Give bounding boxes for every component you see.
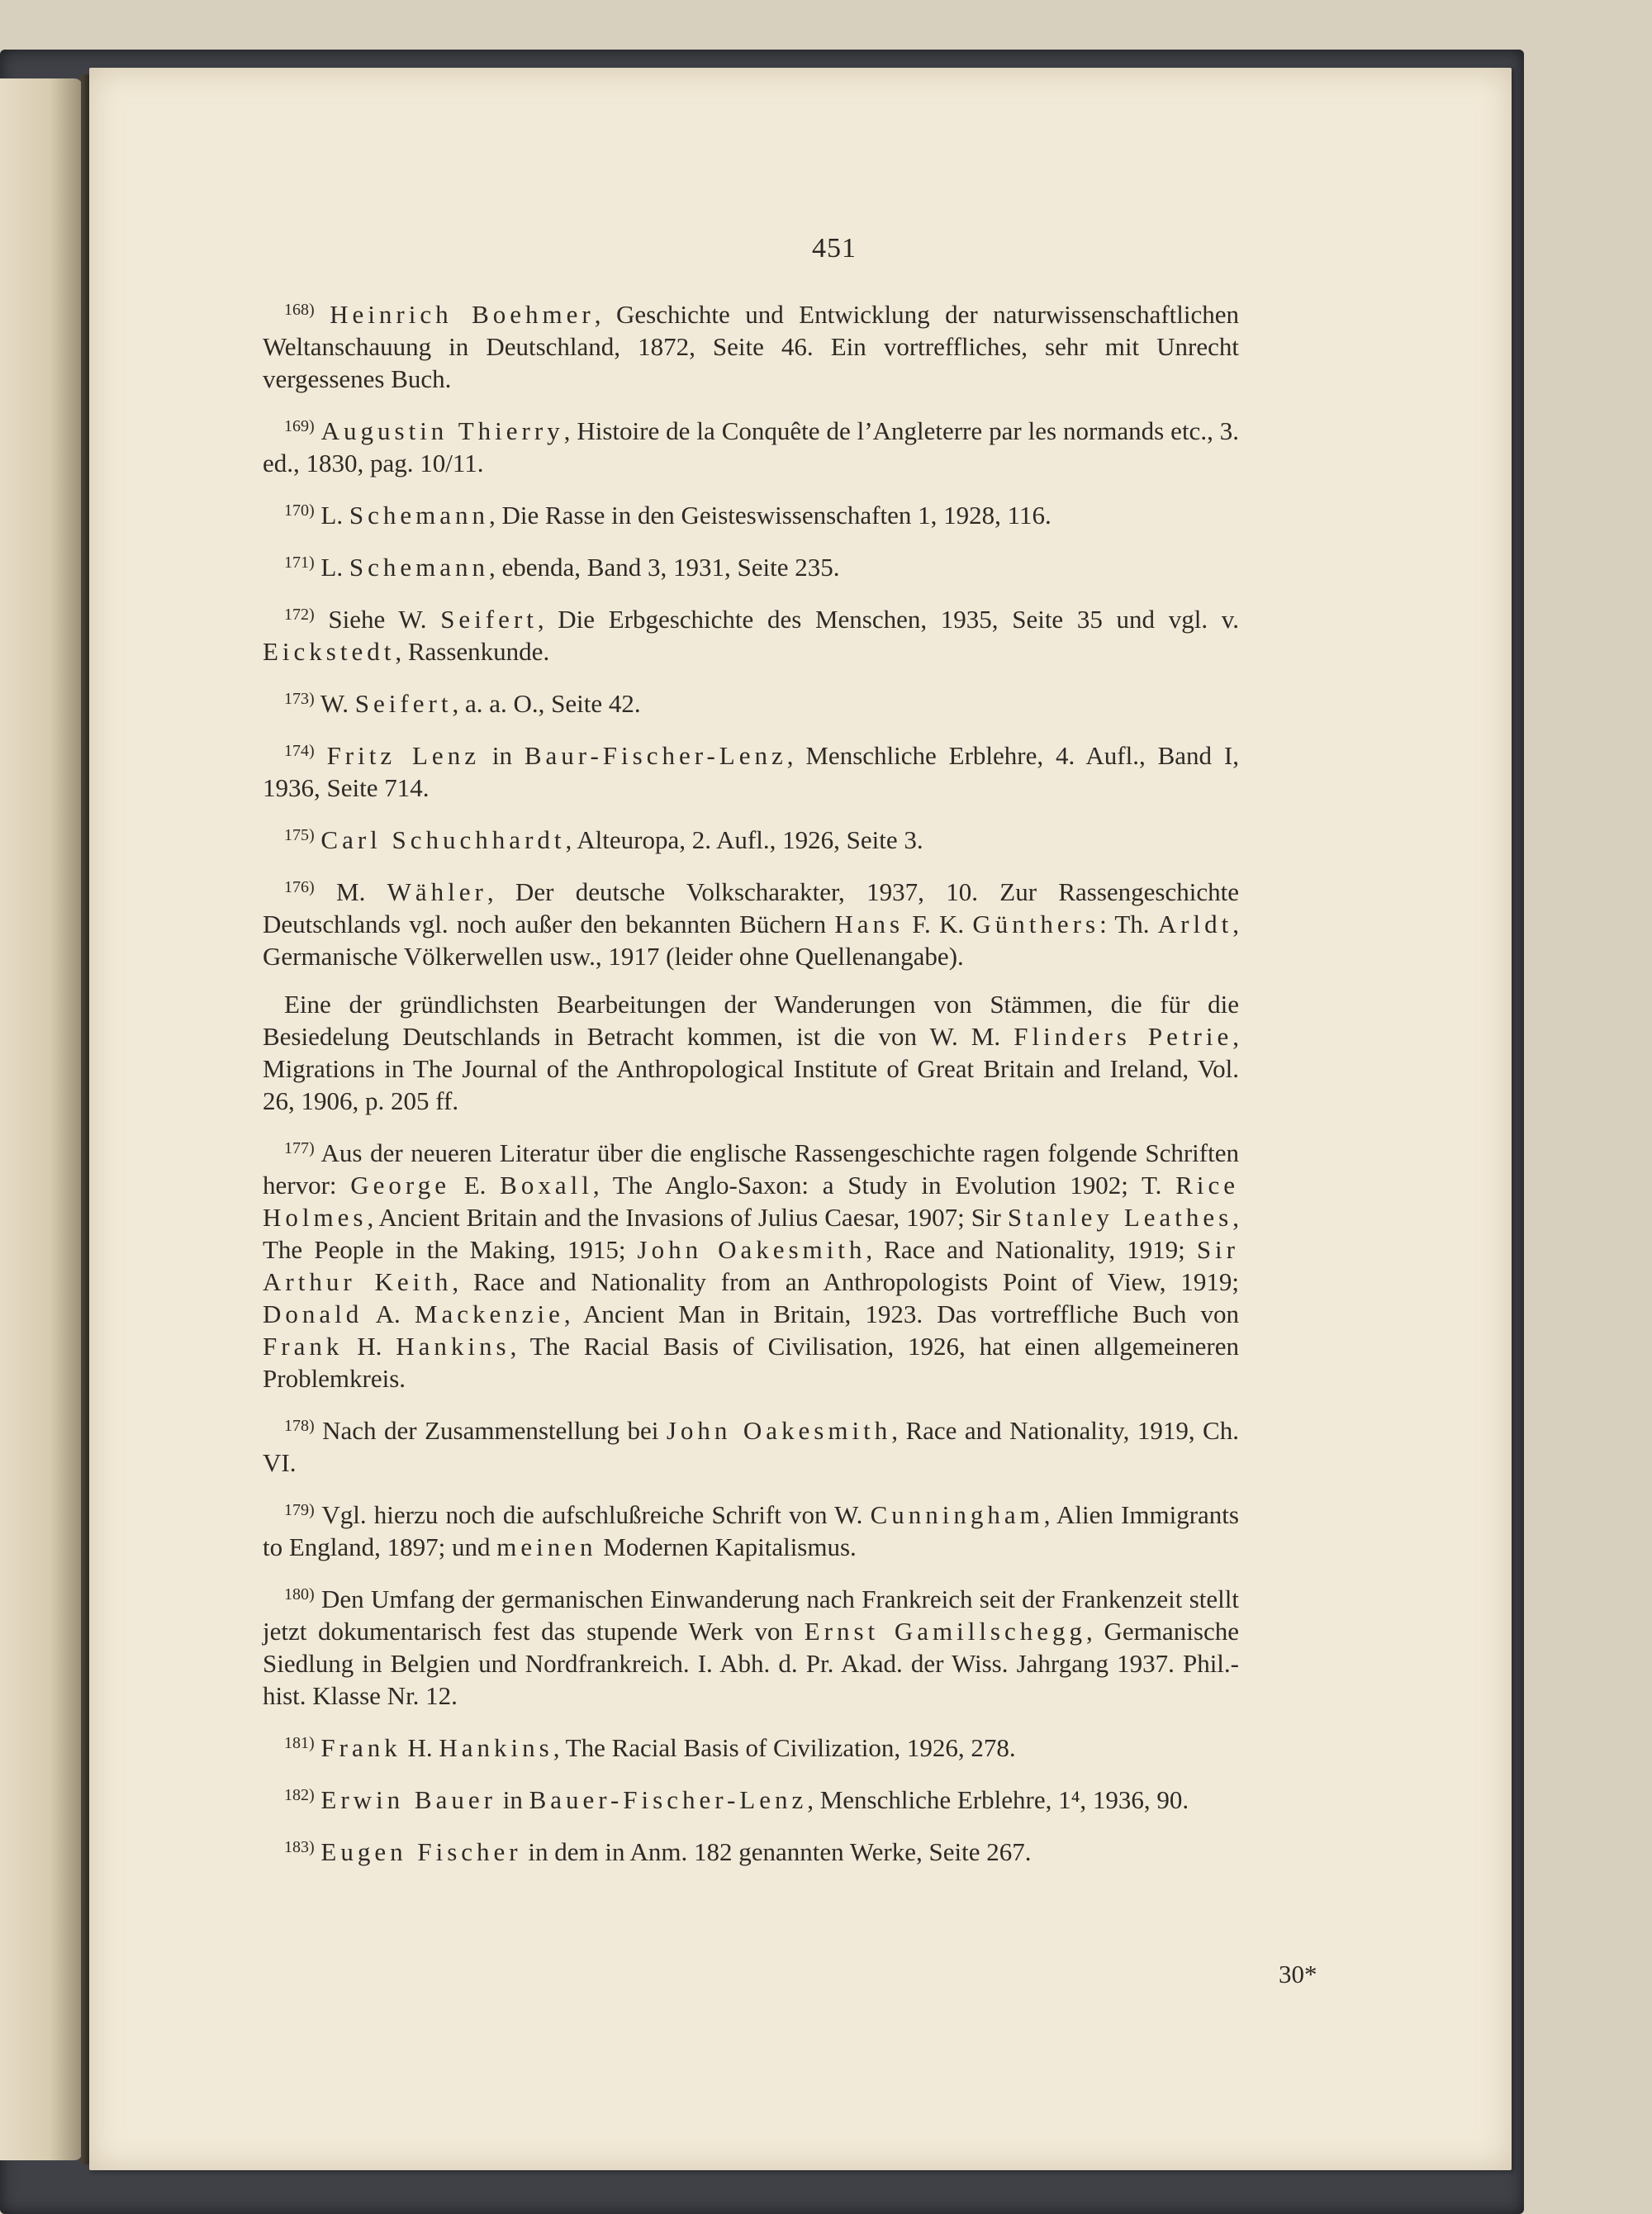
footnote-text: Den Umfang der germanischen Einwanderung nach Frankreich seit der Frankenzeit stellt jetzt dokumentarisch fest das stupende Werk von: [263, 1584, 1239, 1646]
spaced-name: Sir Arthur Keith: [263, 1235, 1239, 1296]
footnote-text: H.: [401, 1733, 439, 1762]
spaced-name: John Oakesmith: [666, 1416, 892, 1445]
footnote: [263, 599, 1239, 668]
spaced-name: Seifert: [354, 689, 453, 718]
footnote: [263, 735, 1239, 804]
footnote: [263, 1410, 1239, 1479]
footnote-text: : Th.: [1099, 910, 1158, 938]
footnote-number: 182): [284, 1786, 315, 1804]
spaced-name: Eickstedt: [263, 637, 396, 666]
footnote-number: 169): [284, 417, 315, 435]
spaced-name: Arldt: [1157, 910, 1233, 938]
footnote-text: A.: [363, 1299, 415, 1328]
spaced-name: Mackenzie: [414, 1299, 564, 1328]
spaced-name: Günthers: [972, 910, 1100, 938]
footnotes-list: [263, 294, 1239, 1884]
footnote-number: 183): [284, 1838, 315, 1856]
footnote-number: 180): [284, 1585, 315, 1603]
footnote: [263, 1727, 1239, 1764]
footnote-text: , Germanische Siedlung in Belgien und Nordfrankreich. I. Abh. d. Pr. Akad. der Wiss. Jahrgang 1937. Phil.-hist. Klasse Nr. 12.: [263, 1617, 1240, 1710]
footnote: [263, 294, 1239, 395]
spaced-name: Schemann: [349, 553, 489, 582]
signature-mark: 30*: [1279, 1960, 1317, 1988]
footnote-text: , The Anglo-Saxon: a Study in Evolution 1902; T.: [592, 1171, 1176, 1200]
spaced-name: Frank: [263, 1332, 344, 1361]
spaced-name: Cunningham: [870, 1500, 1044, 1529]
footnote-text: E.: [449, 1171, 501, 1200]
spaced-name: Wähler: [387, 877, 487, 906]
footnote-number: 176): [284, 878, 315, 896]
footnote-text: W.: [320, 689, 355, 718]
spaced-name: Heinrich Boehmer: [330, 300, 595, 329]
footnote-text: in dem in Anm. 182 genannten Werke, Seite 267.: [521, 1837, 1032, 1866]
footnote-text: Vgl. hierzu noch die aufschlußreiche Schrift von W.: [321, 1500, 871, 1529]
footnote-text: F. K.: [904, 910, 973, 938]
footnote-text: , Ancient Man in Britain, 1923. Das vortreffliche Buch von: [563, 1299, 1239, 1328]
footnote-text: , The People in the Making, 1915;: [263, 1203, 1239, 1264]
footnote-number: 174): [284, 742, 315, 760]
footnote-text: L.: [320, 501, 349, 530]
footnote-text: , Die Rasse in den Geisteswissenschaften 1, 1928, 116.: [489, 501, 1051, 530]
footnote-text: , Race and Nationality, 1919, Ch. VI.: [263, 1416, 1239, 1477]
footnote: [263, 872, 1239, 972]
footnote-text: , Race and Nationality, 1919;: [866, 1235, 1197, 1264]
spaced-name: Stanley Leathes: [1007, 1203, 1233, 1232]
footnote-text: , Die Erbgeschichte des Menschen, 1935, Seite 35 und vgl. v.: [537, 605, 1239, 634]
footnote-text: Modernen Kapitalismus.: [596, 1532, 857, 1561]
footnote-text: , Ancient Britain and the Invasions of Julius Caesar, 1907; Sir: [367, 1203, 1008, 1232]
footnote-number: 181): [284, 1734, 315, 1752]
footnote-paragraph: [263, 988, 1239, 1117]
spaced-name: Ernst Gamillschegg: [804, 1617, 1087, 1646]
footnote: [263, 547, 1239, 583]
footnote-text: Eine der gründlichsten Bearbeitungen der Wanderungen von Stämmen, die für die Besiedelung Deutschlands in Betracht kommen, ist die von W. M.: [263, 990, 1239, 1051]
footnote-text: , Menschliche Erblehre, 1⁴, 1936, 90.: [807, 1785, 1189, 1814]
footnote-text: , Rassenkunde.: [395, 637, 550, 666]
spaced-name: Carl Schuchhardt: [320, 825, 566, 854]
footnote: [263, 1779, 1239, 1816]
footnote: [263, 820, 1239, 856]
spaced-name: George: [350, 1171, 450, 1200]
spaced-name: Augustin Thierry: [320, 416, 564, 445]
footnote-text: Siehe W.: [328, 605, 441, 634]
footnote: [263, 1133, 1239, 1394]
left-page-edge: [0, 78, 83, 2160]
spaced-name: Schemann: [349, 501, 489, 530]
footnote: [263, 1494, 1239, 1563]
footnote: [263, 683, 1239, 720]
footnote-number: 179): [284, 1501, 315, 1519]
footnote-text: , Alteuropa, 2. Aufl., 1926, Seite 3.: [565, 825, 923, 854]
footnote-number: 173): [284, 690, 315, 708]
footnote-text: L.: [320, 553, 349, 582]
spaced-name: John Oakesmith: [637, 1235, 866, 1264]
footnote-text: , Migrations in The Journal of the Anthropological Institute of Great Britain and Ireland, Vol. 26, 1906, p. 205 ff.: [263, 1022, 1239, 1115]
footnote-text: , Der deutsche Volkscharakter, 1937, 10. Zur Rassengeschichte Deutschlands vgl. noch außer den bekannten Büchern: [263, 877, 1239, 938]
footnote-text: , Geschichte und Entwicklung der naturwissenschaftlichen Weltanschauung in Deutschland, 1872, Seite 46. Ein vortreffliches, sehr mit Unrecht vergessenes Buch.: [263, 300, 1240, 393]
spaced-name: Boxall: [500, 1171, 593, 1200]
footnote: [263, 1832, 1239, 1868]
footnote-text: , The Racial Basis of Civilisation, 1926, hat einen allgemeineren Problemkreis.: [263, 1332, 1239, 1393]
spaced-name: Seifert: [440, 605, 538, 634]
spaced-name: Flinders Petrie: [1014, 1022, 1233, 1051]
footnote-text: Aus der neueren Literatur über die englische Rassengeschichte ragen folgende Schriften hervor:: [263, 1138, 1239, 1200]
footnote-text: Nach der Zusammenstellung bei: [322, 1416, 667, 1445]
spaced-name: Fritz Lenz: [326, 741, 480, 770]
spaced-name: Eugen Fischer: [320, 1837, 522, 1866]
footnote-number: 168): [284, 301, 315, 319]
footnote-number: 172): [284, 606, 315, 624]
spaced-name: Erwin Bauer: [320, 1785, 496, 1814]
footnote-number: 175): [284, 826, 315, 844]
footnote-text: H.: [343, 1332, 396, 1361]
footnote-text: , Alien Immigrants to England, 1897; und: [263, 1500, 1239, 1561]
footnote-number: 177): [284, 1139, 315, 1157]
spaced-name: Hans: [834, 910, 904, 938]
footnote-text: in: [479, 741, 525, 770]
footnote-text: , Menschliche Erblehre, 4. Aufl., Band I, 1936, Seite 714.: [263, 741, 1239, 802]
spaced-name: meinen: [496, 1532, 597, 1561]
footnote-number: 171): [284, 554, 315, 572]
spaced-name: Rice Holmes: [263, 1171, 1239, 1232]
spaced-name: Donald: [263, 1299, 363, 1328]
footnote-number: 170): [284, 501, 315, 520]
spaced-name: Hankins: [396, 1332, 510, 1361]
footnote-number: 178): [284, 1417, 315, 1435]
footnote-text: M.: [336, 877, 387, 906]
spaced-name: Hankins: [439, 1733, 553, 1762]
footnote-text: , Race and Nationality from an Anthropologists Point of View, 1919;: [452, 1267, 1239, 1296]
footnote-text: , ebenda, Band 3, 1931, Seite 235.: [489, 553, 840, 582]
footnote: [263, 1579, 1239, 1712]
footnote-text: , Germanische Völkerwellen usw., 1917 (leider ohne Quellenangabe).: [263, 910, 1239, 971]
footnote-text: , Histoire de la Conquête de l’Angleterre par les normands etc., 3. ed., 1830, pag. 10/11.: [263, 416, 1240, 477]
footnote: [263, 495, 1239, 531]
page-number: 451: [812, 233, 857, 264]
spaced-name: Baur-Fischer-Lenz: [524, 741, 787, 770]
spaced-name: Frank: [320, 1733, 401, 1762]
footnote-text: , a. a. O., Seite 42.: [452, 689, 641, 718]
footnote: [263, 411, 1239, 479]
footnote-text: in: [496, 1785, 529, 1814]
footnote-text: , The Racial Basis of Civilization, 1926, 278.: [553, 1733, 1016, 1762]
spaced-name: Bauer-Fischer-Lenz: [529, 1785, 808, 1814]
